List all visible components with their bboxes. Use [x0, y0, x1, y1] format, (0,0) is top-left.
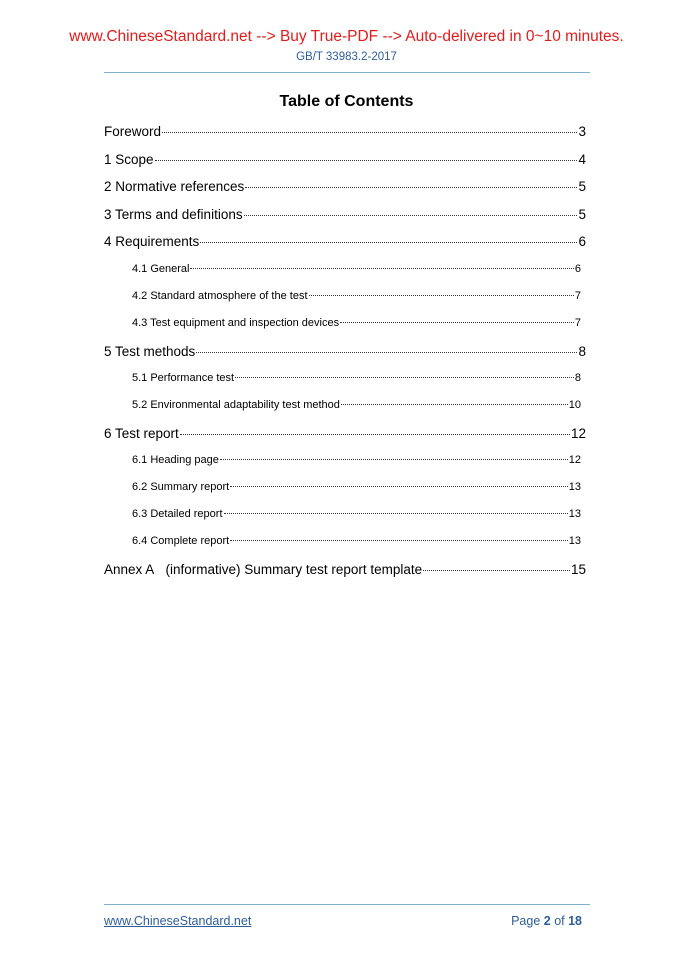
toc-page: 5 — [578, 179, 586, 194]
toc-leader — [309, 295, 574, 296]
toc-label: 6.1 Heading page — [132, 454, 219, 466]
toc-label: 6.4 Complete report — [132, 535, 230, 547]
page-of: of — [550, 914, 569, 928]
toc-label: 6.2 Summary report — [132, 481, 230, 493]
toc-label: 1 Scope — [104, 152, 154, 167]
toc-label: 4.3 Test equipment and inspection devices — [132, 317, 340, 329]
toc-entry[interactable] — [132, 263, 581, 275]
toc-page: 8 — [578, 344, 586, 359]
toc-entry[interactable] — [132, 317, 581, 329]
footer-divider — [104, 904, 590, 905]
toc-page: 7 — [574, 317, 581, 329]
toc-label: Foreword — [104, 124, 162, 139]
page-number — [511, 914, 582, 928]
toc-leader — [162, 132, 577, 133]
toc-entry[interactable] — [104, 234, 586, 249]
toc-leader — [230, 540, 568, 541]
toc-entry[interactable] — [132, 399, 581, 411]
toc-entry[interactable] — [104, 124, 586, 139]
toc-entry[interactable] — [104, 152, 586, 167]
toc-leader — [235, 377, 574, 378]
toc-label: 5 Test methods — [104, 344, 196, 359]
toc-label: 4 Requirements — [104, 234, 200, 249]
toc-page: 15 — [570, 562, 586, 577]
toc-entry[interactable] — [104, 179, 586, 194]
toc-label: 5.2 Environmental adaptability test method — [132, 399, 340, 411]
toc-page: 5 — [578, 207, 586, 222]
toc-leader — [180, 434, 570, 435]
page-prefix: Page — [511, 914, 544, 928]
toc-page: 13 — [568, 481, 581, 493]
toc-leader — [245, 187, 577, 188]
standard-code: GB/T 33983.2-2017 — [296, 51, 397, 63]
toc-entry[interactable] — [132, 290, 581, 302]
toc-entry[interactable] — [132, 454, 581, 466]
toc-entry[interactable] — [104, 562, 586, 577]
toc-entry[interactable] — [132, 372, 581, 384]
toc-page: 12 — [568, 454, 581, 466]
toc-page: 8 — [574, 372, 581, 384]
toc-entry[interactable] — [104, 426, 586, 441]
toc-entry[interactable] — [132, 535, 581, 547]
toc-leader — [190, 268, 573, 269]
toc-label: 3 Terms and definitions — [104, 207, 243, 222]
toc-entry[interactable] — [132, 481, 581, 493]
toc-leader — [244, 215, 578, 216]
toc-page: 10 — [568, 399, 581, 411]
toc-leader — [155, 160, 578, 161]
page-current: 2 — [543, 914, 551, 928]
footer-website-link[interactable]: www.ChineseStandard.net — [104, 914, 252, 928]
toc-page: 13 — [568, 535, 581, 547]
toc-leader — [341, 404, 568, 405]
toc-label: 5.1 Performance test — [132, 372, 235, 384]
page-total: 18 — [568, 914, 582, 928]
toc-leader — [220, 459, 568, 460]
toc-label: 6 Test report — [104, 426, 179, 441]
toc-entry[interactable] — [104, 344, 586, 359]
toc-label: 6.3 Detailed report — [132, 508, 223, 520]
toc-page: 6 — [578, 234, 586, 249]
toc-entry[interactable] — [104, 207, 586, 222]
toc-label: 4.2 Standard atmosphere of the test — [132, 290, 308, 302]
toc-leader — [200, 242, 577, 243]
toc-page: 13 — [568, 508, 581, 520]
toc-leader — [230, 486, 568, 487]
toc-leader — [340, 322, 574, 323]
toc-label: 2 Normative references — [104, 179, 245, 194]
toc-leader — [423, 570, 570, 571]
toc-page: 12 — [570, 426, 586, 441]
toc-page: 6 — [574, 263, 581, 275]
toc-page: 7 — [574, 290, 581, 302]
toc-leader — [196, 352, 577, 353]
toc-label: 4.1 General — [132, 263, 190, 275]
banner-text: www.ChineseStandard.net --> Buy True-PDF --> Auto-delivered in 0~10 minutes. — [69, 28, 624, 45]
toc-leader — [224, 513, 568, 514]
toc-page: 4 — [578, 152, 586, 167]
header-divider — [104, 72, 590, 73]
toc-entry[interactable] — [132, 508, 581, 520]
page-title: Table of Contents — [279, 93, 414, 110]
toc-page: 3 — [578, 124, 586, 139]
toc-label: Annex A (informative) Summary test report template — [104, 562, 423, 577]
